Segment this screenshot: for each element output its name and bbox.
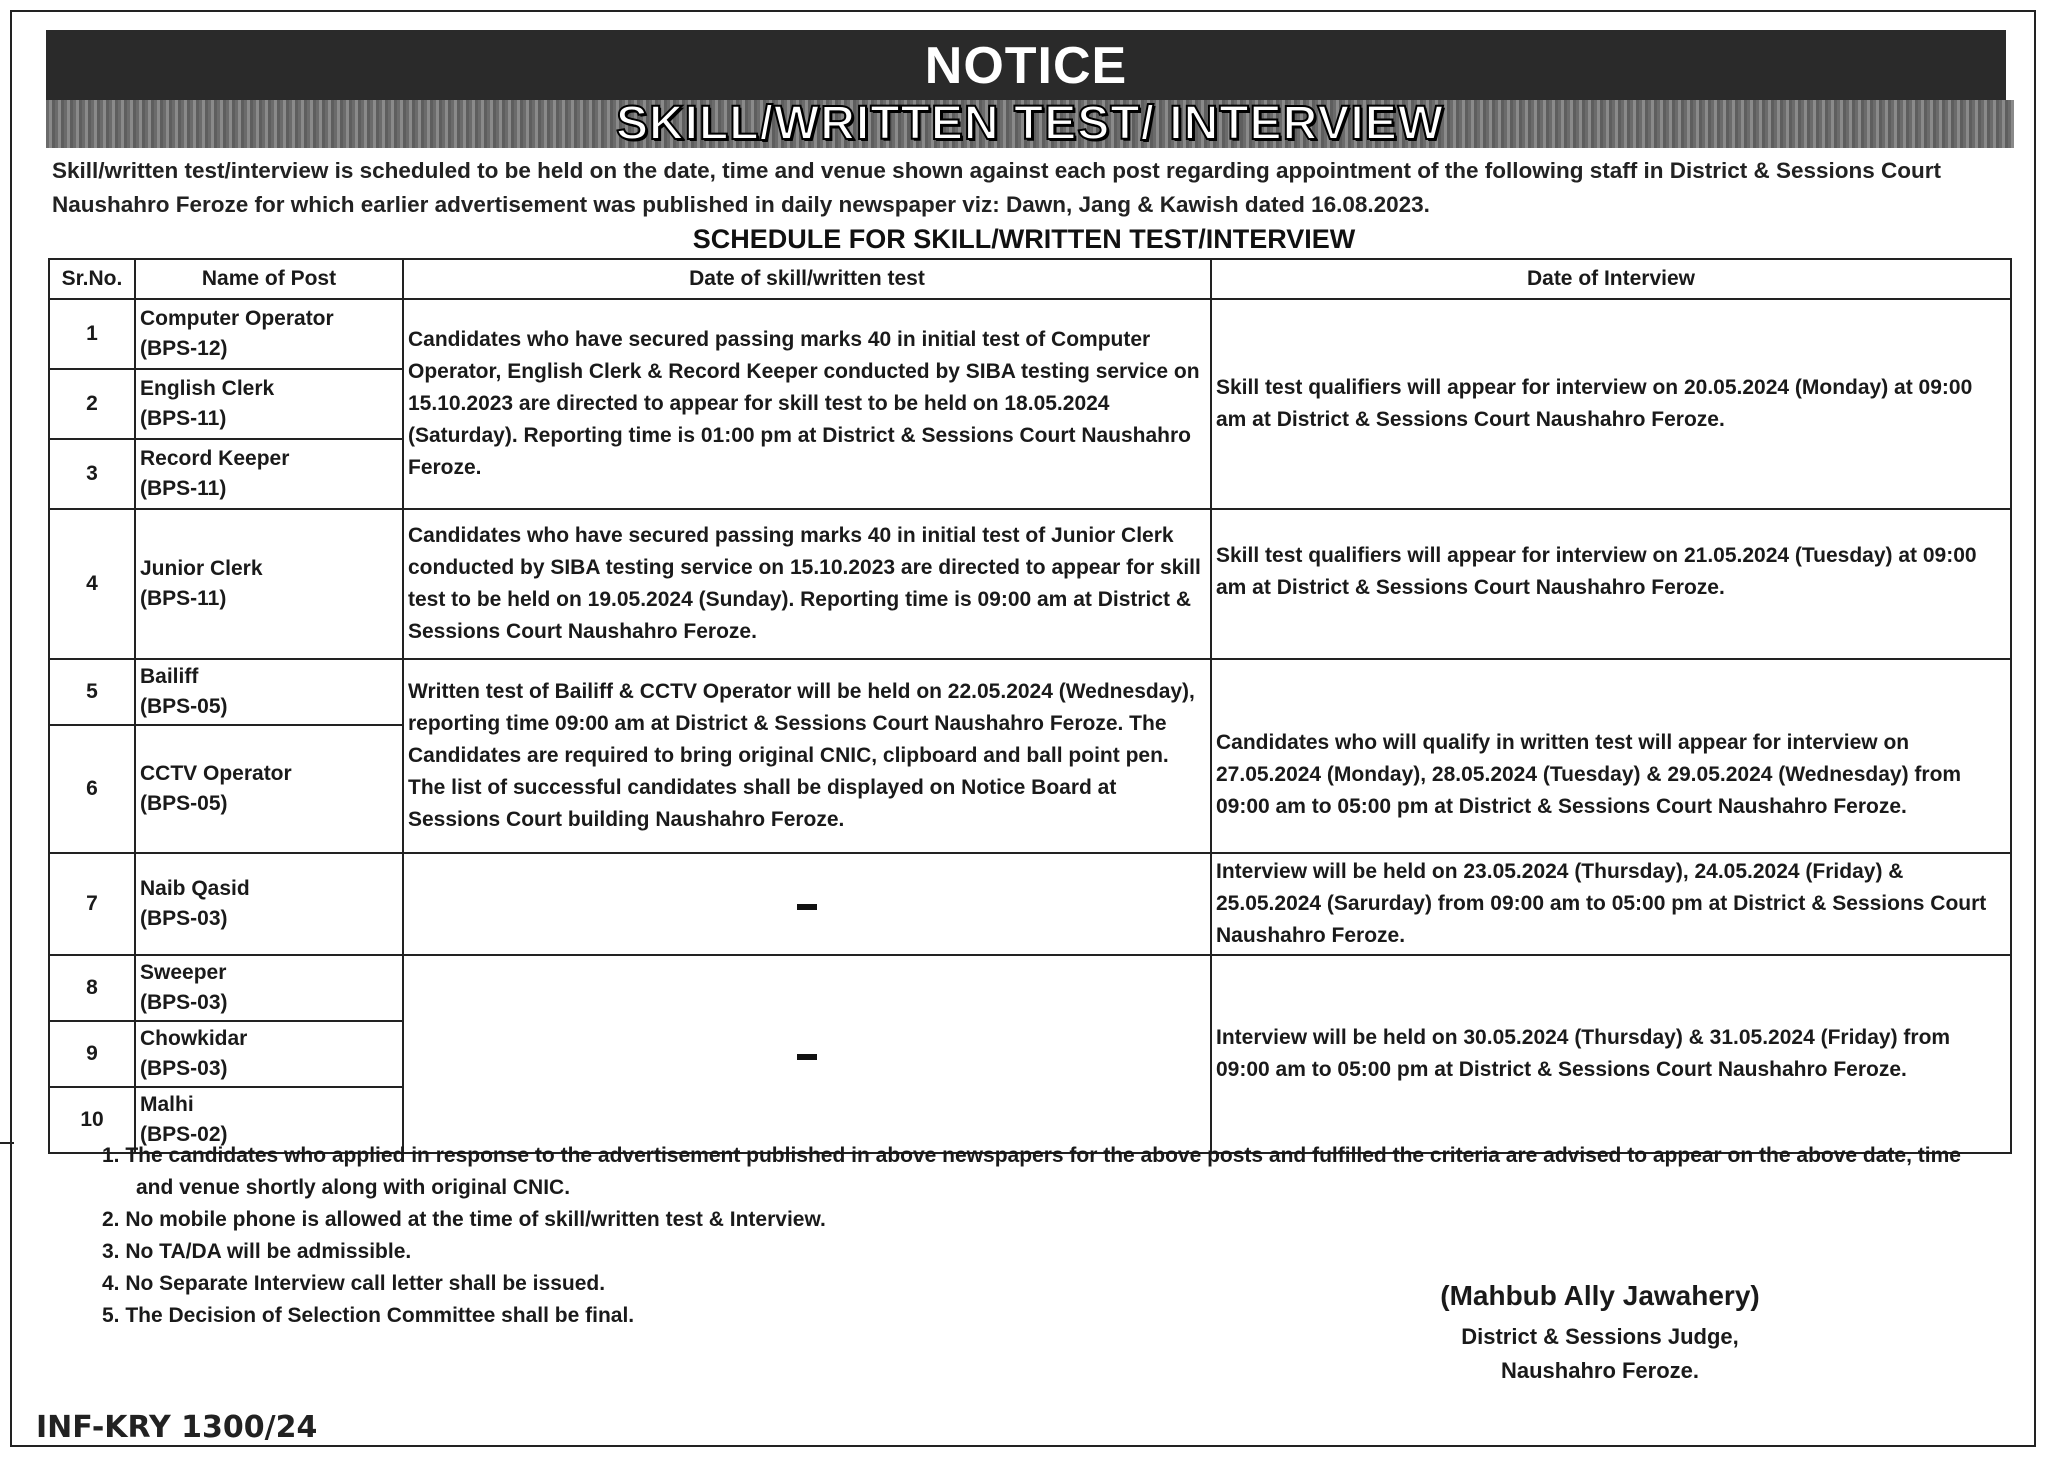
table-row (49, 299, 2011, 369)
post-name: Sweeper (140, 961, 227, 984)
sr-no: 2 (49, 369, 135, 439)
sr-no: 4 (49, 509, 135, 659)
post-grade: (BPS-03) (140, 1057, 228, 1080)
note-item: 2. No mobile phone is allowed at the time of skill/written test & Interview. (102, 1208, 826, 1231)
post-name: English Clerk (140, 377, 275, 400)
notice-title: NOTICE (924, 37, 1128, 95)
interview-details: Skill test qualifiers will appear for interview on 20.05.2024 (Monday) at 09:00 am at District & Sessions Court Naushahro Feroze. (1211, 299, 2011, 509)
post-name: CCTV Operator (140, 762, 292, 785)
interview-details: Interview will be held on 30.05.2024 (Thursday) & 31.05.2024 (Friday) from 09:00 am to 05:00 pm at District & Sessions Court Naushahro Feroze. (1211, 955, 2011, 1153)
note-item: 4. No Separate Interview call letter shall be issued. (102, 1272, 606, 1295)
post-cell (135, 439, 403, 509)
no-test-cell (403, 955, 1211, 1153)
post-grade: (BPS-11) (140, 477, 227, 500)
header-test-date: Date of skill/written test (403, 259, 1211, 299)
post-cell (135, 299, 403, 369)
table-row (49, 853, 2011, 955)
table-row (49, 955, 2011, 1021)
sr-no: 7 (49, 853, 135, 955)
signatory-title: District & Sessions Judge, (1461, 1324, 1739, 1349)
table-row (49, 509, 2011, 659)
schedule-title: SCHEDULE FOR SKILL/WRITTEN TEST/INTERVIEW (692, 224, 1356, 254)
post-cell (135, 725, 403, 853)
interview-details: Candidates who will qualify in written test will appear for interview on 27.05.2024 (Monday), 28.05.2024 (Tuesday) & 29.05.2024 (Wednesday) from 09:00 am to 05:00 pm at District & Sessions Court Naushahro Feroze. (1211, 659, 2011, 853)
test-details: Candidates who have secured passing marks 40 in initial test of Junior Clerk conducted by SIBA testing service on 15.10.2023 are directed to appear for skill test to be held on 19.05.2024 (Sunday). Reporting time is 09:00 am at District & Sessions Court Naushahro Feroze. (403, 509, 1211, 659)
post-name: Computer Operator (140, 307, 334, 330)
post-cell (135, 1021, 403, 1087)
no-test-cell (403, 853, 1211, 955)
post-grade: (BPS-03) (140, 991, 228, 1014)
intro-paragraph: Skill/written test/interview is scheduled to be held on the date, time and venue shown against each post regarding appointment of the following staff in District & Sessions Court Naushahro Feroze for which earlier advertisement was published in daily newspaper viz: Dawn, Jang & Kawish dated 16.08.2023. (52, 158, 1942, 217)
post-grade: (BPS-02) (140, 1123, 228, 1146)
reference-number: INF-KRY 1300/24 (36, 1410, 318, 1445)
sr-no: 5 (49, 659, 135, 725)
subtitle-banner (46, 97, 2014, 150)
post-cell (135, 853, 403, 955)
post-name: Junior Clerk (140, 557, 263, 580)
post-grade: (BPS-05) (140, 695, 228, 718)
post-grade: (BPS-05) (140, 792, 228, 815)
header-sr-no: Sr.No. (49, 259, 135, 299)
dash-mark (797, 1054, 817, 1060)
post-name: Naib Qasid (140, 877, 250, 900)
edge-mark (0, 1142, 14, 1144)
sr-no: 1 (49, 299, 135, 369)
post-cell (135, 659, 403, 725)
header-interview-date: Date of Interview (1211, 259, 2011, 299)
post-grade: (BPS-03) (140, 907, 228, 930)
signatory-place: Naushahro Feroze. (1500, 1358, 1700, 1383)
interview-details: Interview will be held on 23.05.2024 (Thursday), 24.05.2024 (Friday) & 25.05.2024 (Sarurday) from 09:00 am to 05:00 pm at District & Sessions Court Naushahro Feroze. (1211, 853, 2011, 955)
note-item: 3. No TA/DA will be admissible. (102, 1240, 412, 1263)
dash-mark (797, 904, 817, 910)
sr-no: 6 (49, 725, 135, 853)
signatory-name: (Mahbub Ally Jawahery) (1440, 1280, 1760, 1311)
test-details: Candidates who have secured passing marks 40 in initial test of Computer Operator, English Clerk & Record Keeper conducted by SIBA testing service on 15.10.2023 are directed to appear for skill test to be held on 18.05.2024 (Saturday). Reporting time is 01:00 pm at District & Sessions Court Naushahro Feroze. (403, 299, 1211, 509)
signature-block (1360, 1276, 1840, 1388)
post-grade: (BPS-12) (140, 337, 228, 360)
sr-no: 3 (49, 439, 135, 509)
post-name: Record Keeper (140, 447, 290, 470)
table-header-row (49, 259, 2011, 299)
header-post-name: Name of Post (135, 259, 403, 299)
post-cell (135, 955, 403, 1021)
notice-banner (46, 30, 2006, 102)
note-item: 1. The candidates who applied in response to the advertisement published in above newspapers for the above posts and fulfilled the criteria are advised to appear on the above date, time and venue shortly along with original CNIC. (102, 1144, 1961, 1199)
sr-no: 9 (49, 1021, 135, 1087)
schedule-table (48, 258, 2012, 1154)
interview-details: Skill test qualifiers will appear for interview on 21.05.2024 (Tuesday) at 09:00 am at District & Sessions Court Naushahro Feroze. (1211, 509, 2011, 659)
post-cell (135, 369, 403, 439)
post-name: Chowkidar (140, 1027, 248, 1050)
table-row (49, 659, 2011, 725)
post-name: Bailiff (140, 665, 199, 688)
sr-no: 8 (49, 955, 135, 1021)
note-item: 5. The Decision of Selection Committee shall be final. (102, 1304, 635, 1327)
sr-no: 10 (49, 1087, 135, 1153)
post-grade: (BPS-11) (140, 587, 227, 610)
post-cell (135, 509, 403, 659)
notice-subtitle: SKILL/WRITTEN TEST/ INTERVIEW (615, 97, 1445, 150)
test-details: Written test of Bailiff & CCTV Operator will be held on 22.05.2024 (Wednesday), reporting time 09:00 am at District & Sessions Court Naushahro Feroze. The Candidates are required to bring original CNIC, clipboard and ball point pen. The list of successful candidates shall be displayed on Notice Board at Sessions Court building Naushahro Feroze. (403, 659, 1211, 853)
post-name: Malhi (140, 1093, 194, 1116)
post-grade: (BPS-11) (140, 407, 227, 430)
